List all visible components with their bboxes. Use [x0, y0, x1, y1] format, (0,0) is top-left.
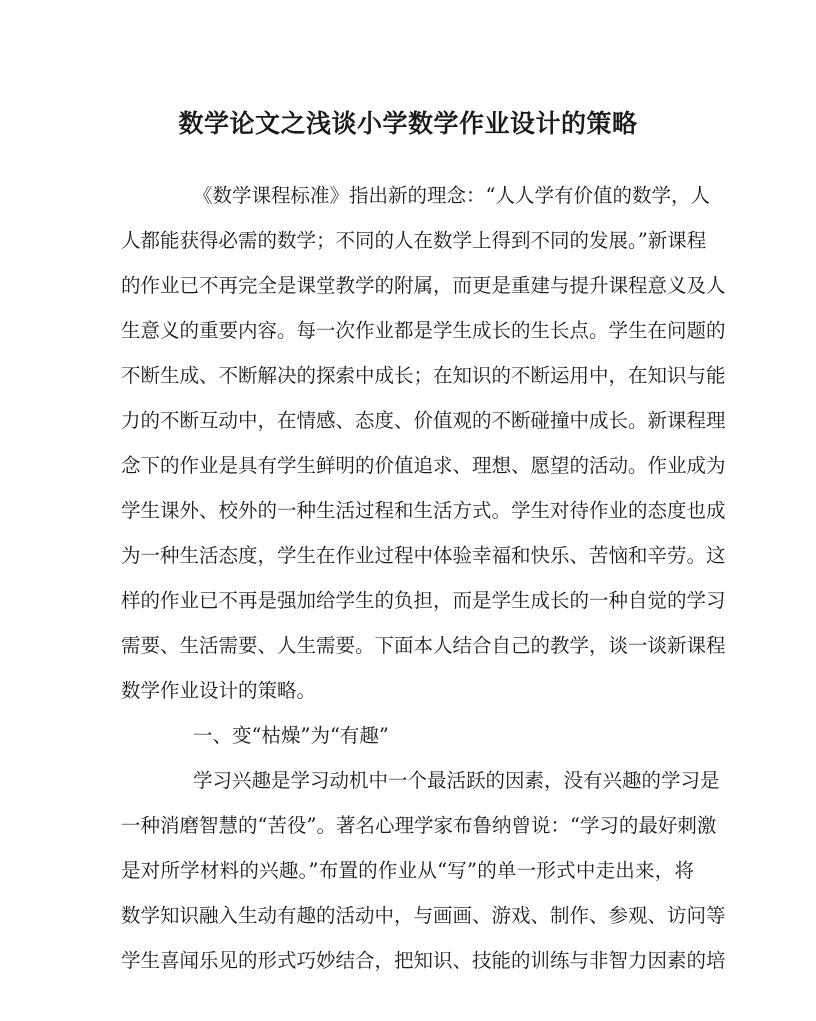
paragraph-line: 《数学课程标准》指出新的理念：“人人学有价值的数学，人	[193, 184, 710, 207]
paragraph-line: 学习兴趣是学习动机中一个最活跃的因素，没有兴趣的学习是	[193, 769, 720, 792]
paragraph-line: 学生喜闻乐见的形式巧妙结合，把知识、技能的训练与非智力因素的培	[121, 949, 726, 972]
paragraph-line: 不断生成、不断解决的探索中成长；在知识的不断运用中，在知识与能	[121, 364, 726, 387]
paragraph-line: 力的不断互动中，在情感、态度、价值观的不断碰撞中成长。新课程理	[121, 409, 726, 432]
paragraph-line: 人都能获得必需的数学；不同的人在数学上得到不同的发展。”新课程	[121, 229, 707, 252]
paragraph-line: 样的作业已不再是强加给学生的负担，而是学生成长的一种自觉的学习	[121, 589, 726, 612]
paragraph-line: 为一种生活态度，学生在作业过程中体验幸福和快乐、苦恼和辛劳。这	[121, 544, 726, 567]
paragraph-line: 念下的作业是具有学生鲜明的价值追求、理想、愿望的活动。作业成为	[121, 454, 726, 477]
paragraph-line: 生意义的重要内容。每一次作业都是学生成长的生长点。学生在问题的	[121, 319, 726, 342]
paragraph-line: 一种消磨智慧的“苦役”。著名心理学家布鲁纳曾说：“学习的最好刺激	[121, 814, 717, 837]
paragraph-line: 需要、生活需要、人生需要。下面本人结合自己的教学，谈一谈新课程	[121, 634, 726, 657]
paragraph-line: 数学知识融入生动有趣的活动中，与画画、游戏、制作、参观、访问等	[121, 904, 726, 927]
section-heading: 一、变“枯燥”为“有趣”	[193, 724, 389, 747]
paragraph-line: 学生课外、校外的一种生活过程和生活方式。学生对待作业的态度也成	[121, 499, 726, 522]
paragraph-line: 数学作业设计的策略。	[121, 679, 317, 702]
paragraph-line: 的作业已不再完全是课堂教学的附属，而更是重建与提升课程意义及人	[121, 274, 726, 297]
paragraph-line: 是对所学材料的兴趣。”布置的作业从“写”的单一形式中走出来，将	[121, 859, 694, 882]
document-title: 数学论文之浅谈小学数学作业设计的策略	[178, 109, 638, 138]
